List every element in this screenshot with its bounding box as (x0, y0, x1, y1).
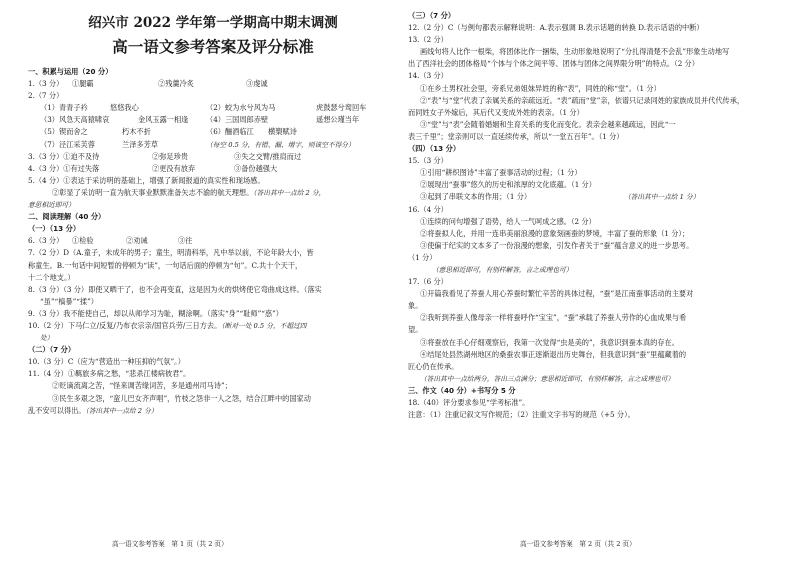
subsection-1-heading: （一）（13 分） (28, 224, 81, 234)
answer-q8-line-2: “虽”“槁暴”“揉”） (40, 296, 98, 306)
answer-q12-line-2: ②贬谪流离之苦，“怪来调苦缘词苦，多是通州司马诗”； (52, 381, 232, 391)
scoring-note: （答出其中一点给 2 分） (85, 406, 158, 415)
answer-q2-row-1: （1）青青子衿 悠悠我心 （2）蛟为水兮风为马 虎鼓瑟兮鸾回车 (40, 103, 367, 113)
answer-q17-line-6: ④结尾处县然湖州地区的桑蚕农事正逐渐退出历史舞台，但我意识到“蚕”里蕴藏着的 (420, 349, 687, 359)
answer-q16-line-4: （1 分） (408, 252, 437, 262)
answer-q9: 9.（3 分）我不能使自己，却以从师学习为耻，糊涂啊。（落实“身”“耻师”“惑”） (28, 308, 283, 318)
page-2-column (408, 10, 778, 421)
answer-q14-line-3: 而同姓女子外嫁后，其后代又变成外姓的表亲。（1 分） (408, 107, 584, 117)
answer-q17-line-7: 匠心仍在传承。 (408, 361, 459, 371)
answer-q14-line-1: ①在乡土男权社会里，旁系兄弟姐妹异姓的称“表”，同姓的称“堂”。（1 分） (420, 83, 661, 93)
answer-q8-line-1: 8.（3 分）（3 分）即使又晒干了，也不会再变直，这是因为火的烘烤使它弯曲成这样。（落实 (28, 284, 322, 294)
answer-q12-line-4: 乱不安可以得出。（答出其中一点给 2 分） (28, 405, 158, 415)
answer-q16-line-1: ①连续的问句增强了语势，给人一气呵成之感。（2 分） (420, 216, 596, 226)
answer-q13-line-2: 出了西洋社会的团体格局“个体与个体之间平等、团体与团体之间界限分明”的特点。（2 分） (408, 59, 699, 69)
answer-q14-line-5: 表三千里”；堂亲则可以一直延续传承，所以“一堂五百年”。（1 分） (408, 131, 624, 141)
answer-q12: 12.（2 分）C（与例句都表示解释说明：A.表示强调 B.表示话题的转换 D.表示话语的中断） (408, 23, 704, 33)
exam-title: 绍兴市 2022 学年第一学期高中期末调测 (88, 15, 338, 31)
answer-q7-line-3: 十二个地支。） (28, 272, 75, 282)
subsection-3-heading: （三）（7 分） (408, 11, 456, 20)
answer-q12-line-3: ③民生多艰之怨，“蛮儿巴女齐声唱”，竹枝之怨非一人之怨，结合江畔中的国家动 (52, 393, 311, 403)
answer-q10-line-1: 10.（2 分）下马仁立/反复/乃布衣宗亲/国官兵劳/三日方去。（断对一处 0.5 分，不超过四 (28, 320, 307, 330)
answer-q17-line-1: ①开篇我看见了养蚕人用心养蚕时繁忙辛苦的具体过程，“蚕”是江南蚕事活动的主要对 (420, 289, 694, 299)
subsection-2-heading: （二）（7 分） (28, 345, 76, 355)
page-1-column (28, 10, 398, 417)
answer-q15-line-3: ③起到了串联文本的作用；（1 分） （答出其中一点给 1 分） (408, 191, 778, 203)
answer-q15-line-1: ①引用“耕织图诗”丰富了蚕事活动的过程；（1 分） (420, 168, 582, 178)
answer-q7-line-1: 7.（2 分）D（A.童子，未成年的男子；童生，明清科举，凡中举以前，不论年龄大小，皆 (28, 248, 314, 258)
answer-q5-line-2: ②彰显了采访明一直为航天事业默默准备矢志不渝的航天理想。（答出其中一点给 2 分， (52, 187, 326, 197)
answer-q17-line-3: ②我听到养蚕人像母亲一样将蚕呼作“宝宝”，“蚕”承载了养蚕人劳作的心血成果与希 (420, 313, 687, 323)
section-3-heading: 三、作文（40 分）+书写分 5 分 (408, 385, 516, 395)
answer-q13-line-1: 画线句将人比作一根柴，将团体比作一捆柴，生动形象地说明了“分扎得清楚不会乱”形象生动地写 (420, 47, 730, 57)
answer-key-title: 高一语文参考答案及评分标准 (112, 38, 314, 56)
answer-q13-label: 13.（2 分） (408, 35, 448, 45)
answer-q16-label: 16.（4 分） (408, 204, 448, 214)
answer-q11: 10.（3 分）C（应为“营造出一种压抑的气氛”。） (28, 357, 185, 367)
page-1-footer: 高一语文参考答案 第 1 页（共 2 页） (112, 540, 228, 548)
answer-q7-line-2: 称童生。B.一句话中间短暂的停顿为“读”，一句话后面的停顿为“句”。C.共十个天干， (28, 260, 303, 270)
answer-q15-label: 15.（3 分） (408, 156, 448, 166)
section-2-heading: 二、阅读理解（40 分） (28, 212, 106, 222)
answer-q2-label: 2.（7 分） (28, 91, 64, 101)
answer-q3: 3.（3 分）①迫不及待 ②弥足珍贵 ③失之交臂/推肩而过 (28, 151, 302, 161)
answer-q12-line-1: 11.（4 分）①羁旅多病之愁，“悲杀江楼病彼君”。 (28, 369, 191, 379)
scoring-note: （意思相近即可，有别样解答，言之成理也可） (432, 265, 573, 274)
scoring-note: （每空 0.5 分，有错、漏、增字，则该空不得分） (206, 140, 355, 149)
answer-q2-row-2: （3）风急天高猿啸哀 金风玉露一相逢 （4）三国周郎赤壁 遥想公瑾当年 (40, 115, 360, 125)
page-2-footer: 高一语文参考答案 第 2 页（共 2 页） (520, 540, 636, 548)
answer-q14-line-4: ③“堂”与“表”会随着婚姻和生育关系的变化而变化。表亲会越来越疏远，因此“一 (420, 119, 676, 129)
answer-q17-label: 17.（6 分） (408, 277, 448, 287)
answer-q4: 4.（3 分）①有过失落 ②更没有放弃 ③备份越强大 (28, 163, 278, 173)
answer-q10-line-2: 处） (40, 334, 54, 343)
answer-q16-line-2: ②将蚕拟人化，并用一连串美丽浪漫的意象刻画蚕的梦境，丰富了蚕的形象（1 分）； (420, 228, 690, 238)
answer-q15-line-2: ②展现出“蚕事”悠久的历史和浓厚的文化底蕴。（1 分） (420, 180, 596, 190)
answer-q17-line-4: 望。 (408, 325, 423, 335)
answer-q18: 18.（40）评分要求参见“学考标准”。 (408, 398, 530, 407)
section-1-heading: 一、积累与运用（20 分） (28, 67, 113, 76)
answer-q17-line-2: 象。 (408, 301, 423, 311)
essay-note: 注意：（1）注重记叙文写作规范；（2）注重文字书写的规范（+5 分）。 (408, 410, 635, 420)
scoring-note: （答出其中一点给 2 分， (253, 188, 326, 197)
scoring-note: （断对一处 0.5 分，不超过四 (221, 321, 307, 330)
answer-q5-line-1: 5.（4 分）①表达于采访明的基础上，增强了新闻报道的真实性和现场感。 (28, 175, 265, 185)
subsection-4-heading: （四）（13 分） (408, 144, 461, 154)
answer-q5-line-3: 意思相近即可） (28, 201, 75, 210)
answer-q16-line-3: ③使偏于纪实的文本多了一份浪漫的想象，引发作者关于“蚕”蕴含意义的进一步思考。 (420, 240, 694, 250)
answer-q17-line-5: ③将蚕放在手心仔细观察后，我第一次觉得“虫是美的”，我意识到蚕本真的存在。 (420, 337, 679, 347)
answer-q14-label: 14.（3 分） (408, 71, 448, 81)
scoring-note: （答出其中一点给 1 分） (624, 193, 700, 202)
answer-q2-row-4: （7）泾江采芙蓉 兰泽多芳草 （每空 0.5 分，有错、漏、增字，则该空不得分） (28, 139, 398, 151)
answer-q2-row-3: （5）锲而舍之 朽木不折 （6）酾酒临江 横槊赋诗 (40, 127, 297, 137)
scoring-note: （答出其中一点给两分，答出三点满分；意思相近即可，有别样解答，言之成理也可） (420, 374, 675, 383)
answer-q1: 1.（3 分） ①腿霸 ②残羹冷炙 ③虔诚 (28, 79, 268, 89)
answer-q6: 6.（3 分） ①检验 ②劝诫 ③往 (28, 236, 193, 246)
answer-q14-line-2: ②“表”与“堂”代表了亲属关系的亲疏远近。“表”疏而“堂”亲，依谱只记录同姓的家族成员并代代传承， (420, 95, 745, 105)
